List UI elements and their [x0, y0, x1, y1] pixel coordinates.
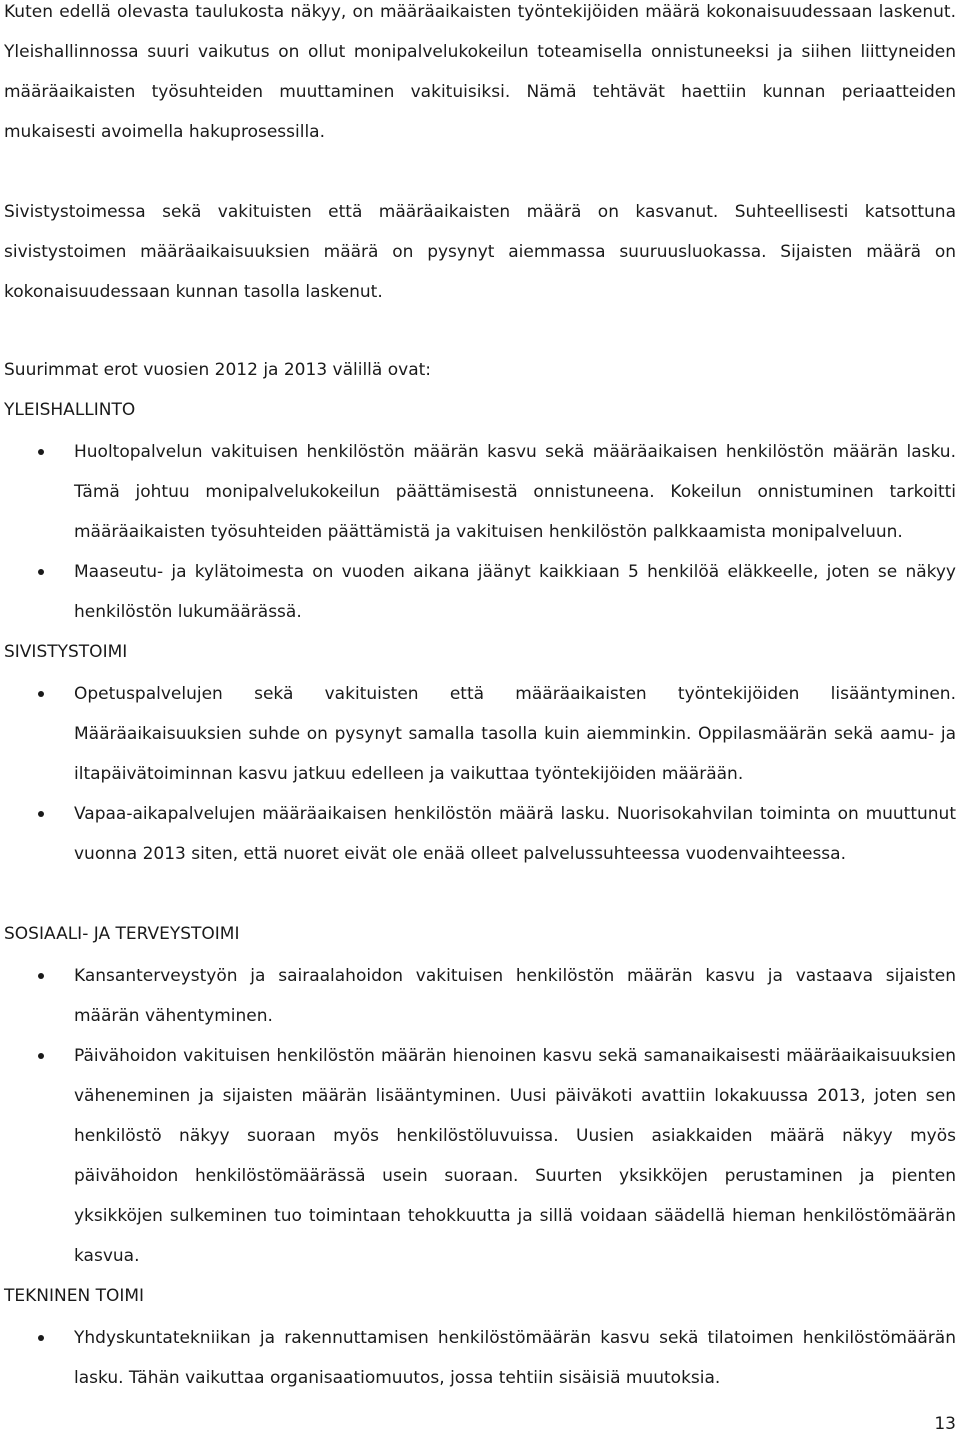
- heading-yleishallinto: YLEISHALLINTO: [4, 400, 136, 420]
- list-item-text: Yhdyskuntatekniikan ja rakennuttamisen henkilöstömäärän kasvu sekä tilatoimen henkilöstömäärän lasku. Tähän vaikuttaa organisaatiomuutos, jossa tehtiin sisäisiä muutoksia.: [74, 1328, 956, 1388]
- list-item-text: Huoltopalvelun vakituisen henkilöstön määrän kasvu sekä määräaikaisen henkilöstön määrän lasku. Tämä johtuu monipalvelukokeilun päättämisestä onnistuneena. Kokeilun onnistuminen tarkoitti määräaikaisten työsuhteiden päättämistä ja vakituisen henkilöstön palkkaamista monipalveluun.: [74, 442, 956, 542]
- list-item: [0, 552, 960, 632]
- bullet-icon: [38, 973, 44, 979]
- list-item: [0, 956, 960, 1036]
- list-item: [0, 1318, 960, 1398]
- page-number: 13: [934, 1414, 956, 1434]
- tekninen-toimi-list: [0, 1318, 960, 1398]
- sosiaali-ja-terveystoimi-list: [0, 956, 960, 1276]
- list-item-text: Kansanterveystyön ja sairaalahoidon vakituisen henkilöstön määrän kasvu ja vastaava sijaisten määrän vähentyminen.: [74, 966, 956, 1026]
- yleishallinto-list: [0, 432, 960, 632]
- list-item-text: Päivähoidon vakituisen henkilöstön määrän hienoinen kasvu sekä samanaikaisesti määräaikaisuuksien väheneminen ja sijaisten määrän lisääntyminen. Uusi päiväkoti avattiin lokakuussa 2013, joten sen henkilöstö näkyy suoraan myös henkilöstöluvuissa. Uusien asiakkaiden määrä näkyy myös päivähoidon henkilöstömäärässä usein suoraan. Suurten yksikköjen perustaminen ja pienten yksikköjen sulkeminen tuo toimintaan tehokkuutta ja sillä voidaan säädellä hieman henkilöstömäärän kasvua.: [74, 1046, 956, 1266]
- list-item-text: Opetuspalvelujen sekä vakituisten että määräaikaisten työntekijöiden lisääntyminen. Määräaikaisuuksien suhde on pysynyt samalla tasolla kuin aiemminkin. Oppilasmäärän sekä aamu- ja iltapäivätoiminnan kasvu jatkuu edelleen ja vaikuttaa työntekijöiden määrään.: [74, 684, 956, 784]
- list-item-text: Vapaa-aikapalvelujen määräaikaisen henkilöstön määrä lasku. Nuorisokahvilan toiminta on muuttunut vuonna 2013 siten, että nuoret eivät ole enää olleet palvelussuhteessa vuodenvaihteessa.: [74, 804, 956, 864]
- list-item-text: Maaseutu- ja kylätoimesta on vuoden aikana jäänyt kaikkiaan 5 henkilöä eläkkeelle, joten se näkyy henkilöstön lukumäärässä.: [74, 562, 956, 622]
- intro-paragraph-1: Kuten edellä olevasta taulukosta näkyy, on määräaikaisten työntekijöiden määrä kokonaisuudessaan laskenut. Yleishallinnossa suuri vaikutus on ollut monipalvelukokeilun toteamisella onnistuneeksi ja siihen liittyneiden määräaikaisten työsuhteiden muuttaminen vakituisiksi. Nämä tehtävät haettiin kunnan periaatteiden mukaisesti avoimella hakuprosessilla.: [4, 2, 956, 142]
- heading-sivistystoimi: SIVISTYSTOIMI: [4, 642, 128, 662]
- list-item: [0, 674, 960, 794]
- list-item: [0, 794, 960, 874]
- list-item: [0, 1036, 960, 1276]
- sivistystoimi-list: [0, 674, 960, 874]
- bullet-icon: [38, 811, 44, 817]
- bullet-icon: [38, 1053, 44, 1059]
- heading-tekninen-toimi: TEKNINEN TOIMI: [4, 1286, 145, 1306]
- differences-intro: Suurimmat erot vuosien 2012 ja 2013 välillä ovat:: [4, 360, 432, 380]
- list-item: [0, 432, 960, 552]
- heading-sosiaali-ja-terveystoimi: SOSIAALI- JA TERVEYSTOIMI: [4, 924, 240, 944]
- bullet-icon: [38, 1335, 44, 1341]
- bullet-icon: [38, 449, 44, 455]
- bullet-icon: [38, 691, 44, 697]
- intro-paragraph-2: Sivistystoimessa sekä vakituisten että määräaikaisten määrä on kasvanut. Suhteellisesti katsottuna sivistystoimen määräaikaisuuksien määrä on pysynyt aiemmassa suuruusluokassa. Sijaisten määrä on kokonaisuudessaan kunnan tasolla laskenut.: [4, 202, 956, 302]
- bullet-icon: [38, 569, 44, 575]
